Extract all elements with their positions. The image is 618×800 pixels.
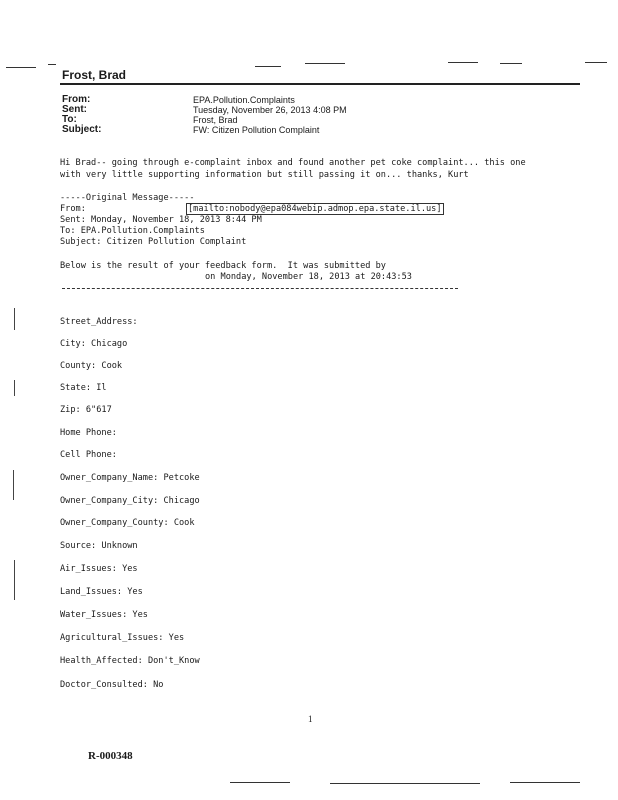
mailto-link[interactable]: [mailto:nobody@epa084webip.admop.epa.state.il.us] [188,204,442,214]
original-sent: Sent: Monday, November 18, 2013 8:44 PM [60,215,262,225]
scan-mark [6,67,36,68]
scan-mark [14,380,15,396]
field-water-issues: Water_Issues: Yes [60,610,148,620]
field-zip: Zip: 6"617 [60,405,112,415]
scan-mark [305,63,345,64]
original-message-marker: -----Original Message----- [60,193,195,203]
scan-mark [585,62,607,63]
field-county: County: Cook [60,361,123,371]
original-from-value [186,204,444,214]
scan-mark [14,308,15,330]
subject-label: Subject: [62,124,102,135]
original-subject: Subject: Citizen Pollution Complaint [60,237,247,247]
field-street-address: Street_Address: [60,317,138,327]
body-line-1: Hi Brad-- going through e-complaint inbox and found another pet coke complaint... this one [60,158,526,168]
field-state: State: Il [60,383,107,393]
scan-mark [255,66,281,67]
scan-mark [448,62,478,63]
field-owner-company-name: Owner_Company_Name: Petcoke [60,473,200,483]
scan-mark [13,470,14,500]
field-home-phone: Home Phone: [60,428,117,438]
from-label: From: [62,94,91,105]
scan-mark [510,782,580,783]
sent-value: Tuesday, November 26, 2013 4:08 PM [193,105,347,115]
scan-mark [48,64,56,65]
field-city: City: Chicago [60,339,128,349]
field-owner-company-city: Owner_Company_City: Chicago [60,496,200,506]
field-source: Source: Unknown [60,541,138,551]
recipient-name: Frost, Brad [62,68,127,82]
sent-label: Sent: [62,104,87,115]
original-from-label: From: [60,204,86,214]
field-doctor-consulted: Doctor_Consulted: No [60,680,164,690]
subject-value: FW: Citizen Pollution Complaint [193,125,320,135]
field-land-issues: Land_Issues: Yes [60,587,143,597]
feedback-line-2: on Monday, November 18, 2013 at 20:43:53 [205,272,412,282]
from-value: EPA.Pollution.Complaints [193,95,295,105]
to-value: Frost, Brad [193,115,238,125]
field-cell-phone: Cell Phone: [60,450,117,460]
body-line-2: with very little supporting information but still passing it on... thanks, Kurt [60,170,469,180]
field-air-issues: Air_Issues: Yes [60,564,138,574]
field-health-affected: Health_Affected: Don't_Know [60,656,200,666]
scan-mark [230,782,290,783]
page-number: 1 [308,714,313,724]
field-agricultural-issues: Agricultural_Issues: Yes [60,633,185,643]
scan-mark [500,63,522,64]
scan-mark [330,783,480,784]
scan-mark [14,560,15,600]
original-to: To: EPA.Pollution.Complaints [60,226,205,236]
header-rule [60,83,580,85]
feedback-line-1: Below is the result of your feedback form. It was submitted by [60,261,386,271]
separator-dashes [62,288,458,289]
to-label: To: [62,114,77,125]
field-owner-company-county: Owner_Company_County: Cook [60,518,195,528]
bates-number: R-000348 [88,750,133,762]
